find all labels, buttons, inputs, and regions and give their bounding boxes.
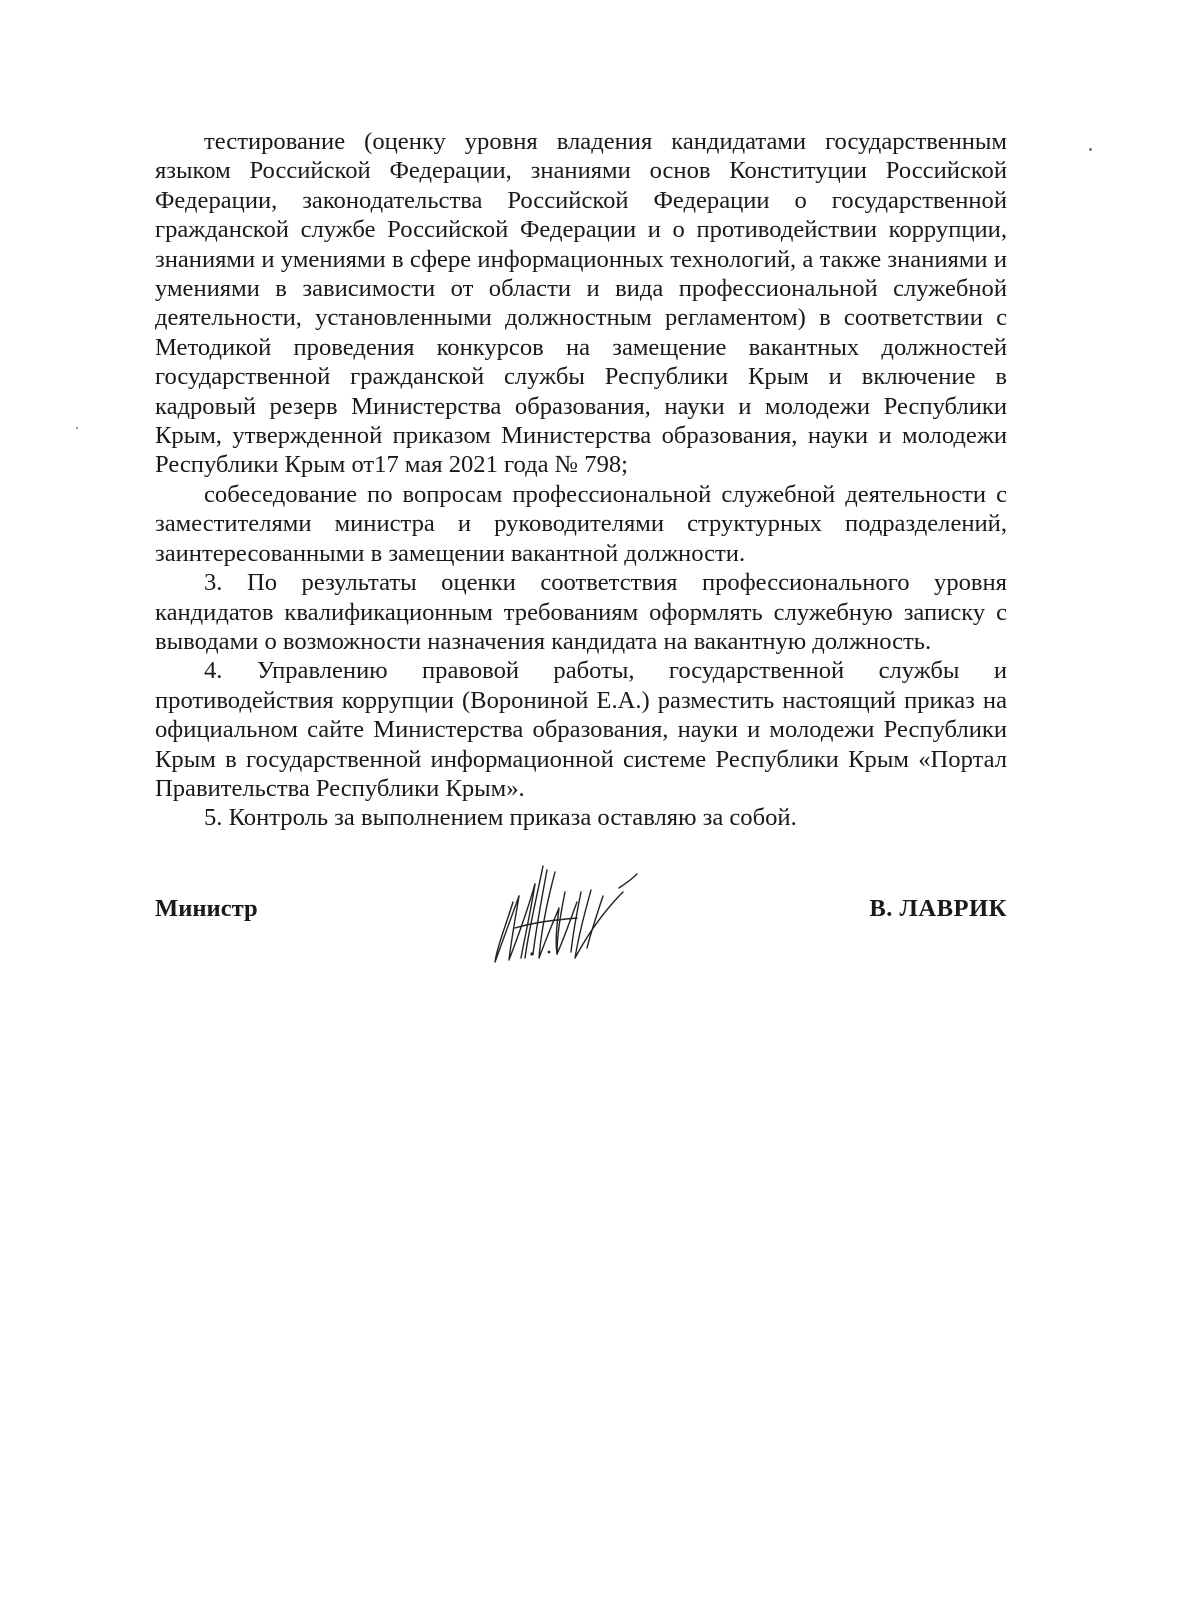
- paragraph-item-5: 5. Контроль за выполнением приказа оставляю за собой.: [204, 804, 797, 832]
- signatory-name: В. ЛАВРИК: [869, 895, 1007, 922]
- handwritten-signature: [485, 862, 655, 967]
- paragraph-interview: собеседование по вопросам профессиональной служебной деятельности с заместителями министра и руководителями структурных подразделений, заинтересованными в замещении вакантной должности.: [155, 480, 1007, 567]
- paragraph-item-3: 3. По результаты оценки соответствия профессионального уровня кандидатов квалификационным требованиям оформлять служебную записку с выводами о возможности назначения кандидата на вакантную должность.: [155, 569, 1007, 655]
- scan-speck: [1089, 148, 1092, 151]
- signatory-title: Министр: [155, 895, 258, 922]
- document-body: [155, 127, 1007, 833]
- signature-block: [155, 862, 1007, 972]
- paragraph-testing: тестирование (оценку уровня владения кандидатами государственным языком Российской Федерации, знаниями основ Конституции Российской Федерации, законодательства Российской Федерации о государственной гражданской службе Российской Федерации и о противодействии коррупции, знаниями и умениями в сфере информационных технологий, а также знаниями и умениями в зависимости от области и вида профессиональной служебной деятельности, установленными должностным регламентом) в соответствии с Методикой проведения конкурсов на замещение вакантных должностей государственной гражданской службы Республики Крым и включение в кадровый резерв Министерства образования, науки и молодежи Республики Крым, утвержденной приказом Министерства образования, науки и молодежи Республики Крым от17 мая 2021 года № 798;: [155, 128, 1007, 479]
- paragraph-item-4: 4. Управлению правовой работы, государственной службы и противодействия коррупции (Ворониной Е.А.) разместить настоящий приказ на официальном сайте Министерства образования, науки и молодежи Республики Крым в государственной информационной системе Республики Крым «Портал Правительства Республики Крым».: [155, 657, 1007, 802]
- scan-speck: [76, 427, 78, 429]
